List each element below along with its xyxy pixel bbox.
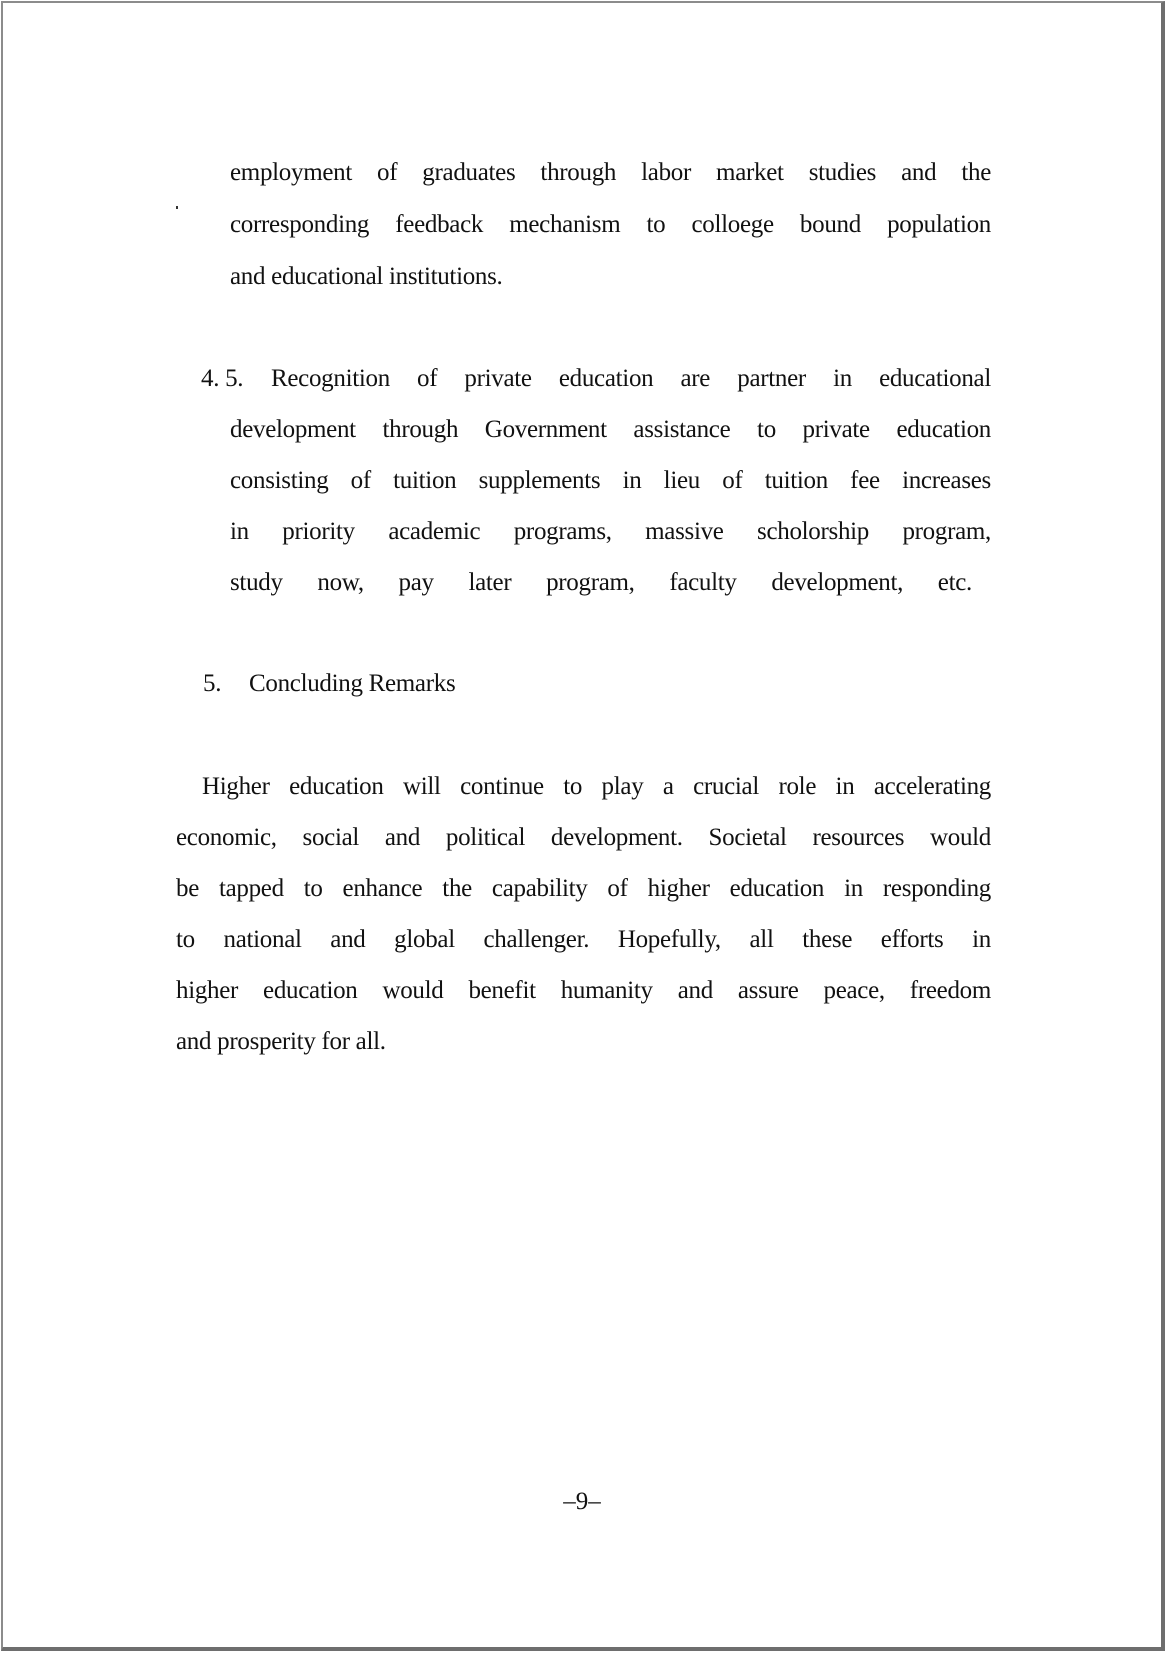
section-title: Concluding Remarks: [249, 670, 456, 697]
item-line-1: Recognition of private education are partner in educational: [271, 365, 991, 392]
conclusion-line-1: Higher education will continue to play a crucial role in accelerating: [202, 773, 991, 800]
continuation-line-2: corresponding feedback mechanism to colloege bound population: [230, 211, 991, 238]
scan-speck: [176, 206, 178, 209]
page-number: –9–: [563, 1488, 601, 1515]
item-line-3: consisting of tuition supplements in lieu of tuition fee increases: [230, 467, 991, 494]
conclusion-line-4: to national and global challenger. Hopefully, all these efforts in: [176, 926, 991, 953]
section-number: 5.: [203, 670, 222, 697]
item-line-2: development through Government assistance to private education: [230, 416, 991, 443]
continuation-line-1: employment of graduates through labor market studies and the: [230, 159, 991, 186]
continuation-line-3: and educational institutions.: [230, 263, 503, 290]
conclusion-line-3: be tapped to enhance the capability of higher education in responding: [176, 875, 991, 902]
conclusion-line-6: and prosperity for all.: [176, 1028, 386, 1055]
conclusion-line-5: higher education would benefit humanity and assure peace, freedom: [176, 977, 991, 1004]
item-line-4: in priority academic programs, massive scholorship program,: [230, 518, 991, 545]
document-page: [1, 1, 1165, 1651]
item-number: 4. 5.: [201, 365, 244, 392]
item-line-5: study now, pay later program, faculty development, etc.: [230, 569, 972, 596]
conclusion-line-2: economic, social and political development. Societal resources would: [176, 824, 991, 851]
